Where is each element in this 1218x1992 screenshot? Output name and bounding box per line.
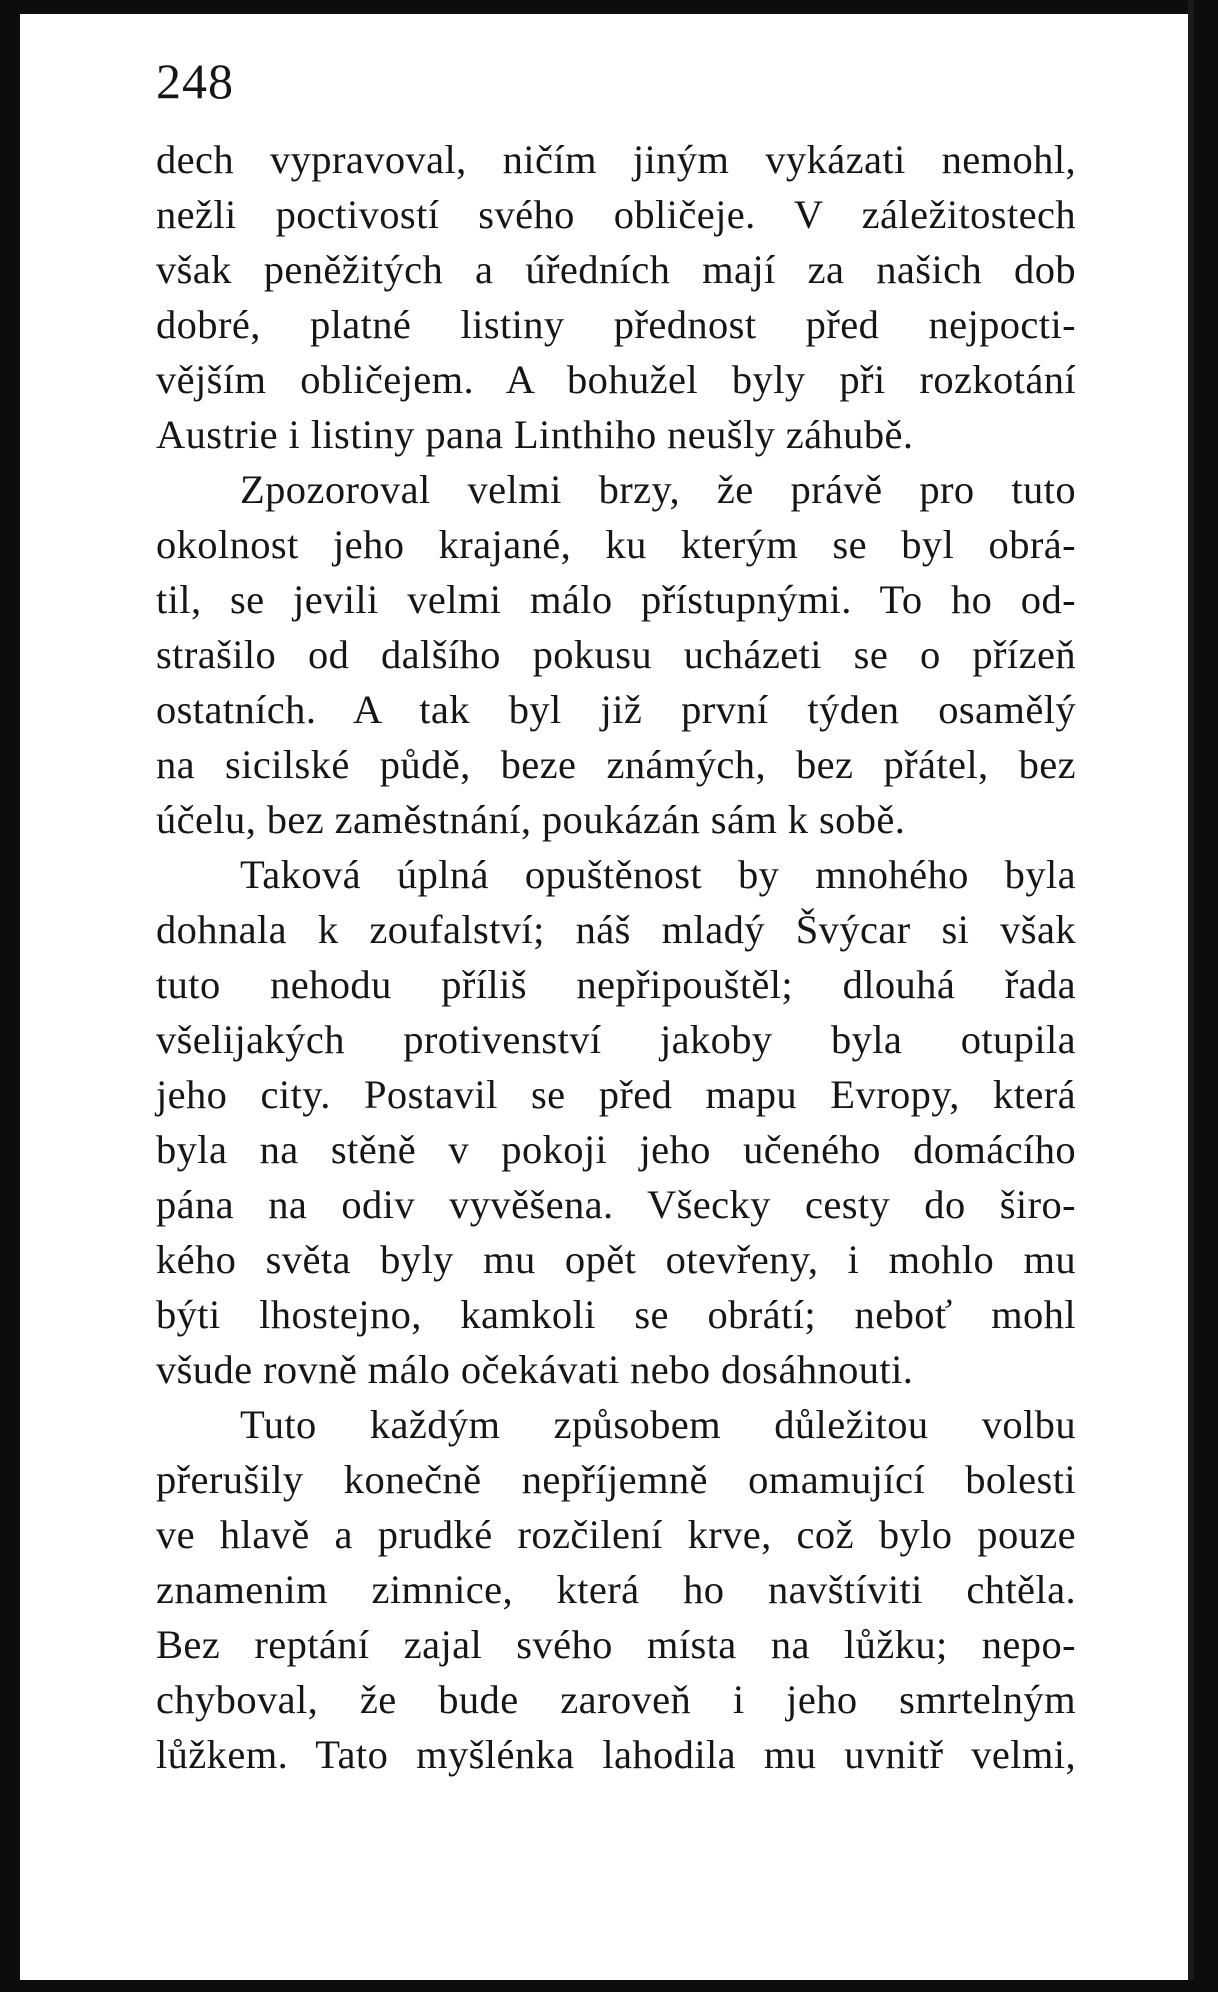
text-line: pána na odiv vyvěšena. Všecky cesty do širo- [156,1182,1076,1227]
text-line: všelijakých protivenství jakoby byla otupila [156,1017,1076,1062]
text-line: lůžkem. Tato myšlénka lahodila mu uvnitř velmi, [156,1732,1076,1777]
text-line: přerušily konečně nepříjemně omamující bolesti [156,1457,1076,1502]
text-line: účelu, bez zaměstnání, poukázán sám k sobě. [156,797,906,842]
body-text [156,132,1076,1782]
text-line: ostatních. A tak byl již první týden osamělý [156,687,1076,732]
text-line: nežli poctivostí svého obličeje. V záležitostech [156,192,1076,237]
text-line: Tuto každým způsobem důležitou volbu [240,1402,1076,1447]
text-line: kého světa byly mu opět otevřeny, i mohlo mu [156,1237,1076,1282]
text-line: na sicilské půdě, beze známých, bez přátel, bez [156,742,1076,787]
text-line: tuto nehodu příliš nepřipouštěl; dlouhá řada [156,962,1076,1007]
text-line: byla na stěně v pokoji jeho učeného domácího [156,1127,1076,1172]
text-line: strašilo od dalšího pokusu ucházeti se o přízeň [156,632,1076,677]
text-line: dobré, platné listiny přednost před nejpocti- [156,302,1076,347]
text-line: býti lhostejno, kamkoli se obrátí; neboť mohl [156,1292,1076,1337]
text-line: ve hlavě a prudké rozčilení krve, což bylo pouze [156,1512,1076,1557]
text-line: vějším obličejem. A bohužel byly při rozkotání [156,357,1076,402]
text-line: Zpozoroval velmi brzy, že právě pro tuto [240,467,1076,512]
page-edge-shadow [1188,0,1194,1980]
text-line: til, se jevili velmi málo přístupnými. To ho od- [156,577,1076,622]
text-line: Taková úplná opuštěnost by mnohého byla [240,852,1076,897]
text-line: okolnost jeho krajané, ku kterým se byl obrá- [156,522,1076,567]
text-line: všude rovně málo očekávati nebo dosáhnouti. [156,1347,914,1392]
text-line: Bez reptání zajal svého místa na lůžku; nepo- [156,1622,1076,1667]
text-line: chyboval, že bude zaroveň i jeho smrtelným [156,1677,1076,1722]
text-line: Austrie i listiny pana Linthiho neušly záhubě. [156,412,914,457]
text-line: však peněžitých a úředních mají za našich dob [156,247,1076,292]
text-line: dohnala k zoufalství; náš mladý Švýcar si však [156,907,1076,952]
text-line: znamenim zimnice, která ho navštíviti chtěla. [156,1567,1076,1612]
page-number: 248 [156,53,234,109]
text-line: jeho city. Postavil se před mapu Evropy, která [156,1072,1076,1117]
text-line: dech vypravoval, ničím jiným vykázati nemohl, [156,137,1076,182]
